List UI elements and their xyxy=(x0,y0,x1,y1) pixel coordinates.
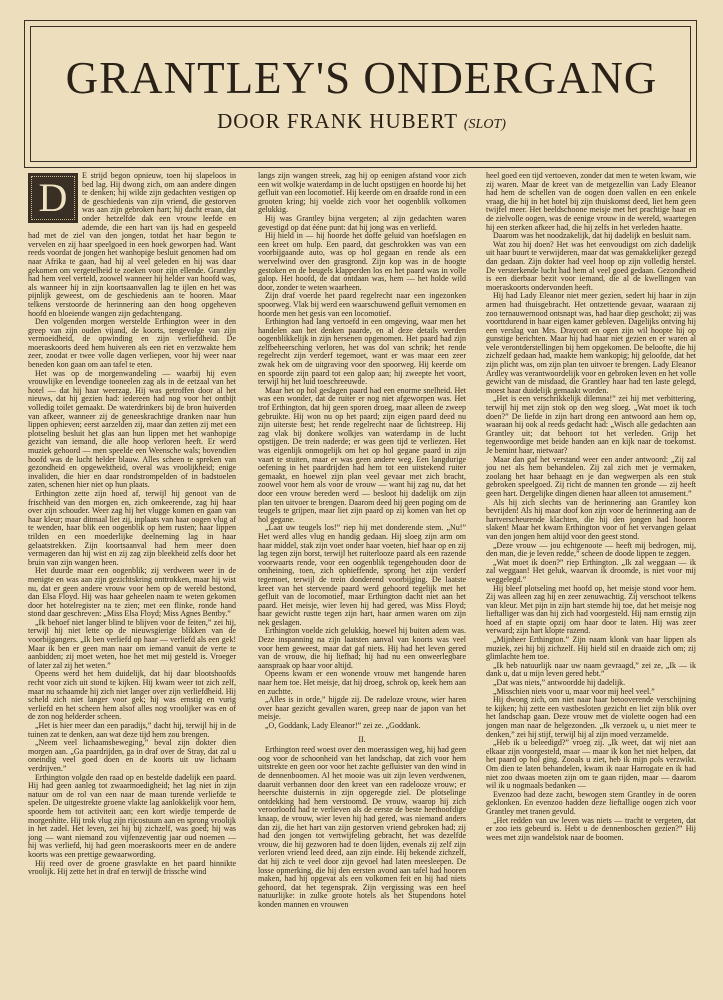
paragraph: Erthington had lang vertoefd in een omgeving, waar men het handelen aan het denken paarde, en al deze details werden oogenblikkelijk in zijn hersenen opgenomen. Het paard had zijn zelfbeheersching verloren, het was dol van schrik; het rende regelrecht zijn verderf tegemoet, want er was maar een zeer zwak hek om de uitgraving voor den spoorweg. Hij keerde om en spoorde zijn paard tot een galop aan; hij zweepte het voort, terwijl hij het luid toeschreeuwde. xyxy=(258,317,466,387)
paragraph: Hij dwong zich, om niet naar haar betooverende verschijning te kijken; hij zette een vastbesloten gezicht en liet zijn blik over het landschap gaan. Deze vrouw met de violette oogen had een jongen man naar de helgezonden. „Ik verzoek u, u niet meer te denken,” zei hij stijf, terwijl hij al zijn moed verzamelde. xyxy=(486,695,696,739)
paragraph: langs zijn wangen streek, zag hij op eenigen afstand voor zich een wit wolkje waterdamp in de lucht opstijgen en hoorde hij het gefluit van een locomotief. Hij keerde om en draafde rond in een grooten kring; hij voelde zich voor het oogenblik volkomen gelukkig. xyxy=(258,172,466,215)
paragraph: Als hij zich slechts van de herinnering aan Grantley kon bevrijden! Als hij maar doof kon zijn voor de herinnering aan de hartverscheurende klachten, die hij den jongen had hooren slaken! Maar het kwam Erthington voor of het vervangen gelaat van den jongen hem altijd voor den geest stond. xyxy=(486,497,696,541)
paragraph: Het was op de morgenwandeling — waarbij hij even vrouwlijke en levendige tooneelen zag als in de eetzaal van het hotel — dat hij haar weerzag. Hij was getroffen door al het nieuws, dat hij gezien had: iedereen had nog voor het ontbijt volledig toilet gemaakt. De waterdrinkers bij de bron huiverden van afkeer, wanneer zij de geneeskrachtige dranken naar hun lippen ophieven; eerst aarzelden zij, maar dan zetten zij met een plotseling besluit het glas aan hun lippen met het wanhopige gezicht van iemand, die alle hoop verloren heeft. Er werd muziek gehoord — men speelde een Weensche wals; bovendien hoofd was de lucht helder blauw. Alles scheen te spreken van gezondheid en opgewektheid, overal was vroolijkheid; enige invaliden, die hier en daar rondstrompelden of in badstoelen zaten, schenen hier niet op hun plaats. xyxy=(28,368,236,490)
paragraph: Hij hield in — hij hoorde het doffe geluid van hoefslagen en een kreet om hulp. Een paard, dat geschrokken was van een voorbijgaande auto, was op hol gegaan en rende als een wervelwind over den grasgrond. Zijn kop was in de hoogte gestoken en de beugels klapperden los en het paard was in volle galop. Het hoofd, de dat ontdaan was, hem — het holde wild door, zonder te weten waarheen. xyxy=(258,231,466,292)
paragraph: „Dat was niets,” antwoordde hij dadelijk. xyxy=(493,678,626,688)
paragraph: „Het is hier meer dan een paradijs,” dacht hij, terwijl hij in de tuinen zat te denken, aan wat deze tijd hem zou brengen. xyxy=(28,721,236,739)
story-title: GRANTLEY'S ONDERGANG xyxy=(65,53,658,103)
paragraph: heel goed een tijd vertoeven, zonder dat men te weten kwam, wie zij waren. Maar de kreet van de metgezellin van Lady Eleanor had hem de schellen van de oogen doen vallen en een enkele vraag, die hij in het hotel bij zijn thuiskomst deed, liet hem geen twijfel meer. Het beeldschoone meisje met het prachtige haar en de zielvolle oogen, was de eenige vrouw in de wereld, waartegen hij een sterken afkeer had, die hij zelfs in het verleden haatte. xyxy=(486,172,696,232)
section-number: II. xyxy=(358,734,366,744)
paragraph: „Deze vrouw — jou echtgenoote — heeft mij bedrogen, mij, den man, die je leven redde,” scheen de doode lippen te zeggen. xyxy=(486,540,696,559)
paragraph: Daarom was het noodzakelijk, dat hij dadelijk en besluit nam. xyxy=(493,231,691,241)
text-column-1 xyxy=(28,172,236,994)
paragraph: „Misschien niets voor u, maar voor mij heel veel.” xyxy=(493,686,655,696)
paragraph: Hij bleef plotseling met hoofd op, het meisje stond voor hem. Zij was alleen zag hij en zeer zenuwachtig. Zij verschoot telkens van kleur. Met pijn in zijn hart stemde hij toe, dat het meisje nog lieftalliger was dan hij zich had voorgesteld. Hij nam ernstig zijn hoed af en stapte opzij om haar door te laten. Hij was zeer verward; zijn hart klopte razend. xyxy=(486,583,696,636)
slot-label: (SLOT) xyxy=(463,117,506,132)
text-column-3 xyxy=(486,172,696,994)
paragraph: Het duurde maar een oogenblik; zij verdween weer in de menigte en was aan zijn gezichtskring onttrokken, maar hij wist nu, dat er geen andere vrouw voor hem op de wereld bestond, dan Elsa Floyd. Hij was haar geheelen naam te weten gekomen door het hotelregister na te zien; met een flinke, ronde hand stond daar geschreven: „Miss Elsa Floyd; Miss Agnes Bentby.” xyxy=(28,566,236,619)
paragraph: Maar het op hol geslagen paard had een enorme snelheid. Het was een wonder, dat de ruiter er nog niet afgeworpen was. Het trof Erthington, dat hij geen sporen droeg, maar alleen de zweep gebruikte. Hij won nu op het paard; zijn eigen paard deed nu zijn uiterste best; het rende regelrecht naar de lichtstreep. Hij zag vlak bij donkere wolkjes van waterdamp in de lucht opstijgen. De trein naderde; er was geen tijd te verliezen. Het was eigenlijk onmogelijk om het op hol gegane paard in zijn vaart te stuiten, maar er was geen andere weg. Een langdurige oefening in het paardrijden had hem tot een uitstekend ruiter gemaakt, en hoewel zijn plan veel gevaar met zich bracht, zoowel voor hem als voor de vrouw — want hij zag nu, dat het door een vrouw bereden werd — besloot hij dadelijk om zijn plan ten uitvoer te brengen. Daarom deed hij geen poging om de teugels te grijpen, maar liet zijn paard op zij komen van het op hol gegane. xyxy=(258,385,466,524)
paragraph: Opeens werd het hem duidelijk, dat hij daar blootshoofds recht voor zich uit stond te kijken. Hij kwam weer tot zich zelf, maar nu schaamde hij zich niet langer over zijn verliefdheid. Hij scheld zich niet langer voor gek; hij was ernstig en vurig verliefd en het scheen hem alsof alles nog vroolijker was en of de zon nog helderder scheen. xyxy=(28,669,236,722)
paragraph: Maar dan gaf het verstand weer een ander antwoord: „Zij zal jou net als hem behandelen. Zij zal zich met je vermaken, zoolang het haar behaagt en je dan wegwerpen als een stuk gebroken speelgoed. Zij richt de mannen ten gronde — zij heeft geen hart. Dergelijke dingen dienen haar alleen tot amusement.” xyxy=(486,454,696,498)
paragraph: Hij had Lady Eleanor niet meer gezien, sedert hij haar in zijn armen had thuisgebracht. Het ontzettende gevaar, waaraan zij zoo ternauwernood ontsnapt was, had haar diep geschokt; zij was voorttdurend in haar eigen kamer gebleven. Dagelijks ontving hij een verslag van Mrs. Draycott en ogen zijn wil hoopte hij op gunstige berichten. Maar hij had haar niet gezien en er waren al vele verontderstellingen bij hem opgekomen. De beloofte, die hij zichzelf gedaan had, maakte hem wankopig; hij geloofde, dat het zijn plicht was, om zijn plan ten uitvoer te brengen. Lady Eleanor Ardley was verantwoordelijk voor en gebroken leven en het volle gewicht van de misdaad, die Grantley haar had ten laste gelegd, moest haar duidelijk gemaakt worden. xyxy=(486,291,696,395)
paragraph: Opeens kwam er een wonende vrouw met hangende haren naar hem toe. Het meisje, dat hij droeg, schrok op, keek hem aan en zuchtte. xyxy=(258,669,466,696)
paragraph: E strijd begon opnieuw, toen hij slapeloos in bed lag. Hij dwong zich, om aan andere dingen te denken; hij wilde zijn gedachten vestigen op de geschiedenis van zijn vriend, die gestorven was aan zijn gebroken hart; hij dacht eraan, dat onder hetzelfde dak een vrouw leefde en ademde, die een hart van ijs had en gespeeld had met de ziel van den jongen, totdat het haar begon te vervelen en zij haar speelgoed in een hoek geworpen had. Want reeds voordat de jongen het wanhopige besluit genomen had om naar Afrika te gaan, had hij al veel geleden en hij was daar gekomen om vergetelheid te zoeken voor zijn ellende. Grantley had hem veel verteld, zoowel wanneer hij helder van hoofd was, als wanneer hij in zijn koortsaanvallen lag te ijlen en het was pijnlijk geweest, om de geschiedenis aan te hooren. Maar telkens verstoorde de herinnering aan den hoog opgeheven hoofd en bloeiende wangen zijn gedachtengang. xyxy=(28,172,236,318)
paragraph: Erthington voelde zich gelukkig, hoewel hij buiten adem was. Deze inspanning na zijn laatsten aanval van koorts was veel voor hem geweest, maar dat gaf niets. Hij had het leven gered van de vrouw, die hij liefhad; hij had nu een onweerlegbare aanspraak op haar voor altijd. xyxy=(258,626,466,670)
paragraph: „Heb ik u beleedigd?” vroeg zij. „Ik weet, dat wij niet aan elkaar zijn voorgesteld, maar — maar ik kon het niet helpen, dat het paard op hol ging. Zooals u ziet, heb ik mijn pols verzwikt. Om dien te laten behandelen, kwam ik naar Harrogate en ik had niet zoo dwaas moeten zijn om te gaan rijden, maar — daarom wil ik u nogmaals bedanken — xyxy=(486,738,696,791)
paragraph: „Neem veel lichaamsbeweging,” beval zijn dokter dien morgen aan. „Ga paardrijden, ga in draf over de Stray, dat zal u oneindig veel goed doen en de koorts uit uw lichaam verdrijven.” xyxy=(28,738,236,773)
paragraph: Hij reed over de groene grasvlakte en het paard hinnikte vroolijk. Hij zette het in draf en terwijl de frissche wind xyxy=(28,858,236,877)
paragraph: „Ik behoef niet langer blind te blijven voor de feiten,” zei hij, terwijl hij niet lette op de nieuwsgierige blikken van de voorbijgangers. „Ik ben verliefd op haar — verliefd als een gek! Maar ik ben er geen man naar om iemand vanuit de verte te aanbidden; zij moet weten, hoe het met mij gesteld is. Vroeger of later zal zij het weten.” xyxy=(28,617,236,670)
paragraph: Evenzoo had deze zacht, bewogen stem Grantley in de ooren geklonken. En evenzoo hadden deze lieftallige oogen zich voor Grantley met tranen gevuld. xyxy=(486,789,696,816)
paragraph: „Alles is in orde,” hijgde zij. De radeloze vrouw, wier haren over haar gezicht gevallen waren, greep naar de japon van het meisje. xyxy=(258,695,466,722)
paragraph: „Het is een verschrikkelijk dilemna!” zei hij met verbittering, terwijl hij met zijn stok op den weg sloeg. „Wat moet ik toch doen?” De liefde in zijn hart drong een antwoord aan hem op, waaraan hij ook al reeds gedacht had: „Wisch alle gedachten aan Grantley uit; dat behoort tot het verleden. Grijp het tegenwoordige met beide handen aan en kijk naar de toekomst. Je bemint haar, nietwaar? xyxy=(486,394,696,455)
paragraph: „Laat uw teugels los!” riep hij met donderende stem. „Nu!” Het werd alles vlug en handig gedaan. Hij sloeg zijn arm om haar middel, stak zijn voet onder haar voeten, hief haar op en zij lag tegen zijn borst, terwijl het ruiterlooze paard als een razende voorwaarts rende, voor een oogenblik tegengehouden door de omheining, toen, zich ophieffende, sprong het zijn verderf tegemoet, terwijl de trein donderend voorbijging. De laatste kreet van het stervende paard werd gehoord tegelijk met het gefluit van de locomotief, maar Erthington dacht niet aan het paard. Het meisje, wier leven hij had gered, was Miss Floyd; haar gewicht rustte tegen zijn hart, haar armen waren om zijn nek geslagen. xyxy=(258,523,466,627)
paragraph: „O, Goddank, Lady Eleanor!” zei ze. „Goddank. xyxy=(265,721,421,730)
text-column-2 xyxy=(258,172,466,994)
paragraph: Den volgenden morgen werstelde Erthington weer in den greep van zijn ouden vijand, de koorts, tengevolge van zijn vermoeidheid, de opwinding en zijn verliefdheid. De moeraskoorts deed hem huiveren als een riet en verzwakte hem zeer, zoodat er twee volle dagen verliepen, voor hij weer naar beneden kon gaan om aan tafel te eten. xyxy=(28,317,236,370)
paragraph: Erthington reed woest over den moerassigen weg, hij had geen oog voor de schoonheid van het landschap, dat zich voor hem uitstrekte en geen oor voor het zachte gefluister van den wind in de dennenboomen. Al het mooie was uit zijn leven verdwenen, daaruit verbannen door den kreet van een radelooze vrouw; er heerschte duisternis in zijn opgeregde ziel. De plotselinge ontdekking had hem verstoomd. De vrouw, waarop hij zich veroorloofd had te verlieven als de eerste de beste heethoofdige knaap, de vrouw, wier leven hij had gered, was niemand anders dan zij, die het hart van zijn gestorven vriend gebroken had; zij had den jongen tot vertwijfeling gebracht, het was dezelfde vrouw, die hij gezworen had te doen lijden, evenals zij zelf zijn verloren vriend leed deed, aan zijn einde. Hij bekende zichzelf, dat hij zich te veel door zijn gevoel had laten meesleepen. De losse opmerking, die hij den eersten avond aan tafel had hooren maken, had hij opgevat als een volkomen feit en hij had niets gehoord, dat het tegensprak. Zijn vergissing was een heel natuurlijke: in zulke groote hotels als het Stupendons hotel konden mannen en vrouwen xyxy=(258,745,466,909)
author-line: DOOR FRANK HUBERT xyxy=(217,109,458,133)
paragraph: Wat zou hij doen? Het was het eenvoudigst om zich dadelijk uit haar buurt te verwijderen, maar dat was gemakkelijker gezegd dan gedaan. Zijn dokter had veel hoop op zijn volledig herstel. De versterkende lucht had hem al veel goed gedaan. Gezondheid is een dierbaar bezit voor iemand, die al de kwellingen van moeraskoorts ondervonden heeft. xyxy=(486,239,696,292)
drop-cap-letter: D xyxy=(38,175,68,220)
paragraph: „Ik heb natuurlijk naar uw naam gevraagd,” zei ze, „Ik — ik dank u, dat u mijn leven gered hebt.” xyxy=(486,660,696,679)
paragraph: „Mijnheer Erthington.” Zijn naam klonk van haar lippen als muziek, zei hij bij zichzelf. Hij hield stil en draaide zich om; zij glimlachte hem toe. xyxy=(486,635,696,662)
paragraph: „Wat moet ik doen?” riep Erthington. „Ik zal weggaan — ik zal weggaan! Het geluk, waarvan ik droomde, is niet voor mij weggelegd.” xyxy=(486,557,696,584)
drop-cap-ornament xyxy=(31,176,75,220)
paragraph: Erthington zette zijn hoed af, terwijl hij genoot van de frischheid van den morgen en, zich omkeerende, zag hij haar over zijn schouder. Weer zag hij het vlugge komen en gaan van haar kleur; maar ditmaal liet zij, inplaats van haar oogen vlug af te wenden, haar blik een oogenblik op hem rusten; haar lippen trilden en een moederlijke deelneming lag in haar gelaatstrekken. Zijn koortsaanval had hem meer doen vermageren dan hij wist en zij zag zijn bleekheid zelfs door het bruin van zijn wangen heen. xyxy=(28,488,236,567)
paragraph: Erthington volgde den raad op en bestelde dadelijk een paard. Hij had geen aanleg tot zwaarmoedigheid; het lag niet in zijn natuur om de rol van een naar de maan turende verliefde te spelen. De uitgestrekte groene vlakte lag aanlokkelijk voor hem, spoorde hem tot activiteit aan; een kort wiedje temperde de morgenhitte. Hij trok vlug zijn rijcostuum aan en sprong vroolijk in het zadel. Het leven, zei hij bij zichzelf, was goed; hij was jong — want niemand zou vijfenzeventig jaar oud noemen — hij was verliefd, hij had geen moeraskoorts meer en de andere koorts was een prettige gewaarwording. xyxy=(28,772,236,859)
paragraph: „Het redden van uw leven was niets — tracht te vergeten, dat er zoo iets gebeurd is. Hebt u de dennenboschen gezien?” Hij wees met zijn wandelstok naar de boomen. xyxy=(486,815,696,842)
byline xyxy=(0,108,723,138)
paragraph: Hij was Grantley bijna vergeten; al zijn gedachten waren gevestigd op dat ééne punt: dat hij jong was en verliefd. xyxy=(258,213,466,232)
paragraph: Zijn draf voerde het paard regelrecht naar een ingezonken spoorweg. Vlak bij werd een waarschuwend gefluit vernomen en hoorde men het gesis van een locomotief. xyxy=(258,291,466,318)
drop-cap xyxy=(28,173,78,223)
